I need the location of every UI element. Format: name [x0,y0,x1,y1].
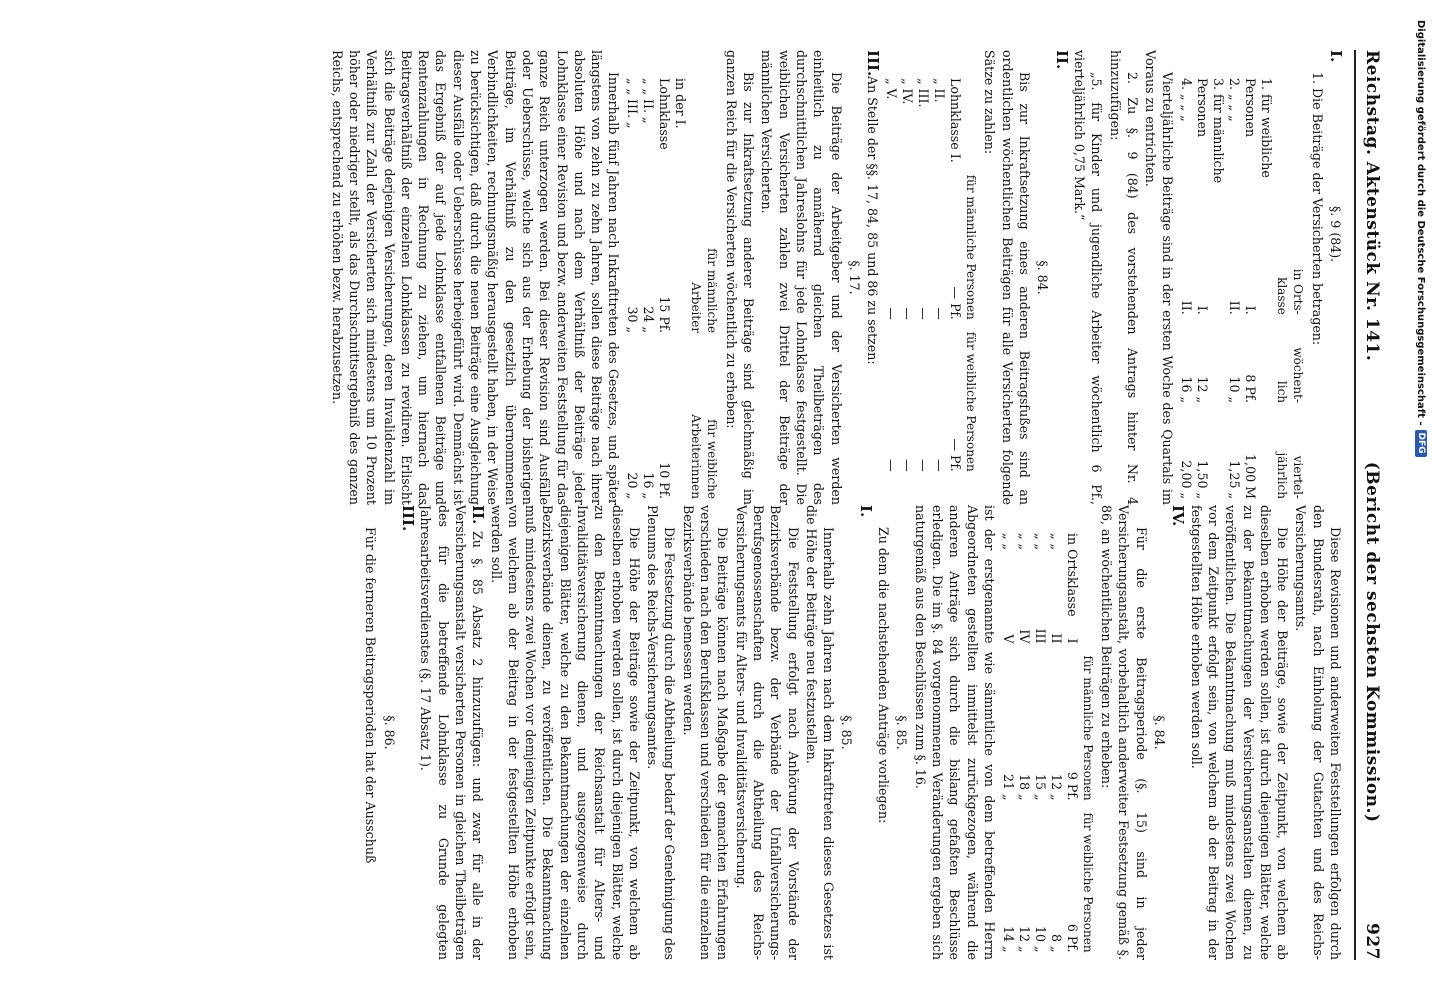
table-cell: „ „ II. „ [641,78,657,124]
table-cell: II [1048,633,1064,644]
table-cell: in der I. Lohnklasse [657,78,689,150]
table-header: für männliche Personen [964,174,979,320]
paragraph: Bis zur Inkraftsetzung anderer Beiträge sind gleichmäßig im ganzen Reich für die Versicherten wöchentlich zu erheben: [723,50,757,505]
page-header [1354,50,1382,960]
paragraph: 2. Zu §. 9 (84) des vorstehenden Antrags hinter Nr. 4 hinzuzufügen: [1107,50,1140,505]
contribution-table-4 [1000,527,1096,959]
table-cell: 12 „ [1195,376,1211,404]
table-header: wöchent- lich [1275,347,1306,404]
table-row [1178,72,1194,505]
table-cell: „ III. [916,78,932,108]
table-cell: 10 Pf. [657,462,673,499]
table-cell: 3. für männliche Personen [1195,78,1227,184]
credit-text: Digitalisierung gefördert durch die Deutsche Forschungsgemeinschaft - [1415,20,1427,426]
table-cell: 20 „ [625,472,641,499]
table-row [1048,527,1064,959]
table-row [640,72,656,505]
contribution-table-1 [1178,72,1306,505]
paragraph: Die Festsetzung durch die Abtheilung bedarf der Genehmigung des Plenums des Reichs-Versicherungsamtes. [645,505,678,960]
section-roman-II: II. [469,505,488,525]
table-cell: V [1000,634,1016,644]
table-cell: „ „ [1048,533,1064,551]
table-row [1226,72,1242,505]
table-header: für weibliche Arbeiterinnen [689,414,720,499]
paragraph: Die Feststellung erfolgt nach Anhörung der Vorstände der Bezirksverbände bezw. der Verbände der Unfallversicherungs-Berufsgenossenschaften durch die Abtheilung des Reichs-Versicherungsamts für Alters- und Invaliditätsversicherung. [733,505,801,960]
left-column [327,50,1344,505]
contribution-table-3 [624,72,720,505]
table-header: für männliche Personen [1080,655,1095,801]
table-row [883,72,899,478]
paragraph: Die Höhe der Beiträge, sowie der Zeitpunkt, von welchem ab dieselben erhoben werden sollen, ist durch diejenigen Blätter, welche zu der Bekanntmachungen der Versicherungsanstalten dienen, zu veröffentlichen. Die Bekanntmachung muß mindestens zwei Wochen vor dem Zeitpunkt erfolgt sein, von welchem ab der Beitrag in der festgestellten Höhe erhoben werden soll. [1188,505,1291,960]
table-header: für weibliche Personen [1080,812,1095,953]
table-row [899,72,915,478]
section-heading: §. 84. [1035,260,1051,295]
table-cell: 21 „ [1000,774,1016,801]
table-cell: 12 „ [1016,925,1032,953]
table-cell: IV [1016,629,1032,644]
table-header: viertel- jährlich [1275,452,1306,499]
table-cell: „ „ [1000,533,1016,551]
paragraph: Zu §. 85 Absatz 2 hinzuzufügen: und zwar für alle in der Versicherungsanstalt versicherten Personen in gleichen Theilbeträgen des für die betreffende Lohnklasse zu Grunde gelegten Jahresarbeitsverdienstes (§. 17 Absatz 1). [418,505,486,960]
table-cell: 1,00 M [1243,454,1259,499]
header-center: (Bericht der sechsten Kommission.) [1362,461,1382,823]
table-cell: 9 Pf. [1064,771,1080,801]
table-cell: 4. „ „ „ [1179,78,1195,122]
table-cell: 16 „ [641,472,657,499]
table-row [1000,527,1016,959]
paragraph: Innerhalb zehn Jahren nach dem Inkrafttreten dieses Gesetzes ist die Höhe der Beiträge neu festzustellen. [803,505,837,960]
paragraph: „5. für Kinder und jugendliche Arbeiter wöchentlich 6 Pf., vierteljährlich 0,75 Mark.“ [1071,50,1105,505]
contribution-table-2 [883,72,979,478]
table-header [1274,72,1306,231]
table-row [947,72,963,478]
table-header: in Orts- klasse [1275,268,1306,315]
dfg-logo: DFG [1415,430,1427,457]
paragraph: An Stelle der §§. 17, 84, 85 und 86 zu setzen: [865,76,881,365]
section-heading: §. 9 (84). [1328,206,1343,263]
table-header [963,72,979,169]
table-cell: II. [1179,300,1195,315]
table-cell: 8 Pf. [1243,374,1259,404]
paragraph: Die Höhe der Beiträge sowie der Zeitpunkt, von welchem ab dieselben erhoben werden sollen, ist durch diejenigen Blätter, welche zu den Bekanntmachungen der Reichsanstalt für Alters- und Invaliditätsversicherung dienen, und ausgezogenweise durch diejenigen Blätter, welche zu den Bekanntmachungen der einzelnen Bezirksverbände dienen, zu veröffentlichen. Die Bekanntmachung muß mindestens zwei Wochen vor demjenigen Zeitpunkte erfolgt sein, von welchem ab der Beitrag in der festgestellten Höhe erhoben werden soll. [488,505,642,960]
table-cell: II. [1227,300,1243,315]
table-cell: „ IV. [900,78,916,105]
table-cell: I. [1243,305,1259,315]
paragraph: Die Beiträge der Arbeitgeber und der Versicherten werden einheitlich zu annähernd gleichen Theilbeträgen des durchschnittlichen Jahreslohns für jede Lohnklasse festgestellt. Die weiblichen Versicherten zahlen zwei Drittel der Beiträge der männlichen Versicherten. [759,50,844,505]
digitization-credit [1410,20,1432,980]
table-row [656,72,688,505]
table-cell: „ II. [932,78,948,103]
table-cell: 14 „ [1000,925,1016,953]
table-cell: „ „ III. „ [625,78,641,129]
table-cell: 10 „ [1227,376,1243,404]
table-row [1064,527,1080,959]
table-cell: 30 „ [625,306,641,334]
table-cell: — [900,459,916,472]
table-cell: I. [1195,305,1211,315]
section-roman-III: III. [399,505,418,532]
table-cell: 18 „ [1016,774,1032,801]
table-cell: I [1064,638,1080,644]
table-cell: — [884,459,900,472]
paragraph: Die Beiträge können nach Maßgabe der gemachten Erfahrungen verschieden nach den Berufsklassen und verschieden für die einzelnen Bezirksverbände bemessen werden. [680,505,731,960]
paragraph: Zu dem die nachstehenden Anträge vorliegen: [876,527,892,824]
table-header [1080,623,1096,650]
paragraph: ist der erstgenannte wie sämmtliche von dem betreffenden Herrn Abgeordneten gestellten inmittelst zurückgezogen, während die anderen Anträge sich durch die bislang gefaßten Beschlüsse erledigen. Die im §. 84 vorgenommenen Veränderungen ergeben sich naturgemäß aus den Beschlüssen zum §. 16. [912,505,997,960]
table-cell: — [932,459,948,472]
table-cell: „ „ [1016,533,1032,551]
table-cell: 6 Pf. [1064,923,1080,953]
table-cell: 12 „ [1048,774,1064,801]
paragraph: Für die erste Beitragsperiode (§. 15) sind in jeder Versicherungsanstalt, vorbehaltlich anderweiter Festsetzung gemäß §. 86, an wöchentlichen Beiträgen zu erheben: [1099,505,1149,960]
right-column [327,505,1344,960]
table-row [624,72,640,505]
table-cell: — [900,307,916,320]
section-roman-I: I. [856,505,875,518]
table-cell: 24 „ [641,306,657,334]
section-roman-IV: IV. [1169,505,1188,527]
table-cell: — [884,307,900,320]
table-cell: 15 „ [1032,774,1048,801]
table-header: für weibliche Personen [964,331,979,472]
paragraph: Vierteljährliche Beiträge sind in der ersten Woche des Quartals im Voraus zu entrichten. [1143,50,1176,505]
header-left: Reichstag. Aktenstück Nr. 141. [1362,50,1382,362]
table-header [1080,527,1096,623]
table-header: für männliche Arbeiter [689,248,720,334]
section-roman-I: I. [1327,50,1345,63]
table-cell: 16 „ [1179,376,1195,404]
paragraph: Innerhalb fünf Jahren nach Inkrafttreten des Gesetzes, und später längstens von zehn zu zehn Jahren, sollen diese Beiträge nach ihrer absoluten Höhe und nach dem Verhältniß der Beiträge jeder Lohnklasse einer Revision und bezw. anderweiten Feststellung für das ganze Reich unterzogen werden. Bei dieser Revision sind Ausfälle oder Ueberschüsse, welche sich aus der Erhebung der bisherigen Beiträge, im Verhältniß zu den gesetzlich übernommenen Verbindlichkeiten, rechnungsmäßig herausgestellt haben, in der Weise zu berücksichtigen, daß durch die neuen Beiträge eine Ausgleichung dieser Ausfälle oder Ueberschüsse herbeigeführt wird. Demnächst ist das Ergebniß der auf jede Lohnklasse entfallenen Beiträge und Rentenzahlungen in Rechnung zu ziehen, um hiernach das Beitragsverhältniß der einzelnen Lohnklassen zu revidiren. Erlischt sich die Beiträge derjenigen Versicherungen, deren Invalidenzahl im Verhältniß zur Zahl der Versicherten sich mindestens um 10 Prozent höher oder niedriger stellt, als das Durchschnittsergebniß des ganzen Reichs, entsprechend zu erhöhen bezw. herabzusetzen. [329,50,622,505]
table-header [688,72,720,201]
table-cell: — [932,307,948,320]
table-cell: Lohnklasse I. [948,78,964,163]
paragraph: Für die ferneren Beitragsperioden hat der Ausschuß [363,527,379,864]
section-roman-II: II. [1052,50,1071,70]
table-row [1016,527,1032,959]
table-cell: 1. für weibliche Personen [1243,78,1275,178]
table-cell: „ V. [884,78,900,100]
table-cell: 10 „ [1032,925,1048,953]
section-roman-III: III. [864,50,883,77]
paragraph: Diese Revisionen und anderweiten Feststellungen erfolgen durch den Bundesrath, nach Einholung der Gutachten und des Reichs-Versicherungsamts. [1293,505,1343,960]
table-cell: 1,50 „ [1195,460,1211,499]
table-cell: — [916,459,932,472]
section-heading: §. 85. [894,715,910,750]
paragraph: 1. Die Beiträge der Versicherten betragen: [1309,72,1325,346]
table-row [915,72,931,478]
table-cell: — [916,307,932,320]
section-heading: §. 17. [846,260,862,295]
table-cell: III [1032,628,1048,644]
table-cell: in Ortsklasse [1064,533,1080,617]
table-cell: 2,00 „ [1179,460,1195,499]
table-cell: 15 Pf. [657,296,673,334]
page-number: 927 [1362,922,1382,960]
paragraph: Bis zur Inkraftsetzung eines anderen Beitragsfußes sind an ordentlichen wöchentlichen Beiträgen für alle Versicherten folgende Sätze zu zahlen: [982,50,1033,505]
table-cell: 1,25 „ [1227,460,1243,499]
table-cell: 8 „ [1048,934,1064,953]
table-cell: — Pf. [948,286,964,320]
table-row [1194,72,1226,505]
section-heading: §. 86. [381,715,397,750]
section-heading: §. 85. [839,715,855,750]
table-cell: „ „ [1032,533,1048,551]
table-row [1032,527,1048,959]
table-cell: — Pf. [948,438,964,472]
table-row [931,72,947,478]
table-row [1242,72,1274,505]
table-cell: 2. „ „ „ [1227,78,1243,122]
section-heading: §. 84. [1152,715,1168,750]
